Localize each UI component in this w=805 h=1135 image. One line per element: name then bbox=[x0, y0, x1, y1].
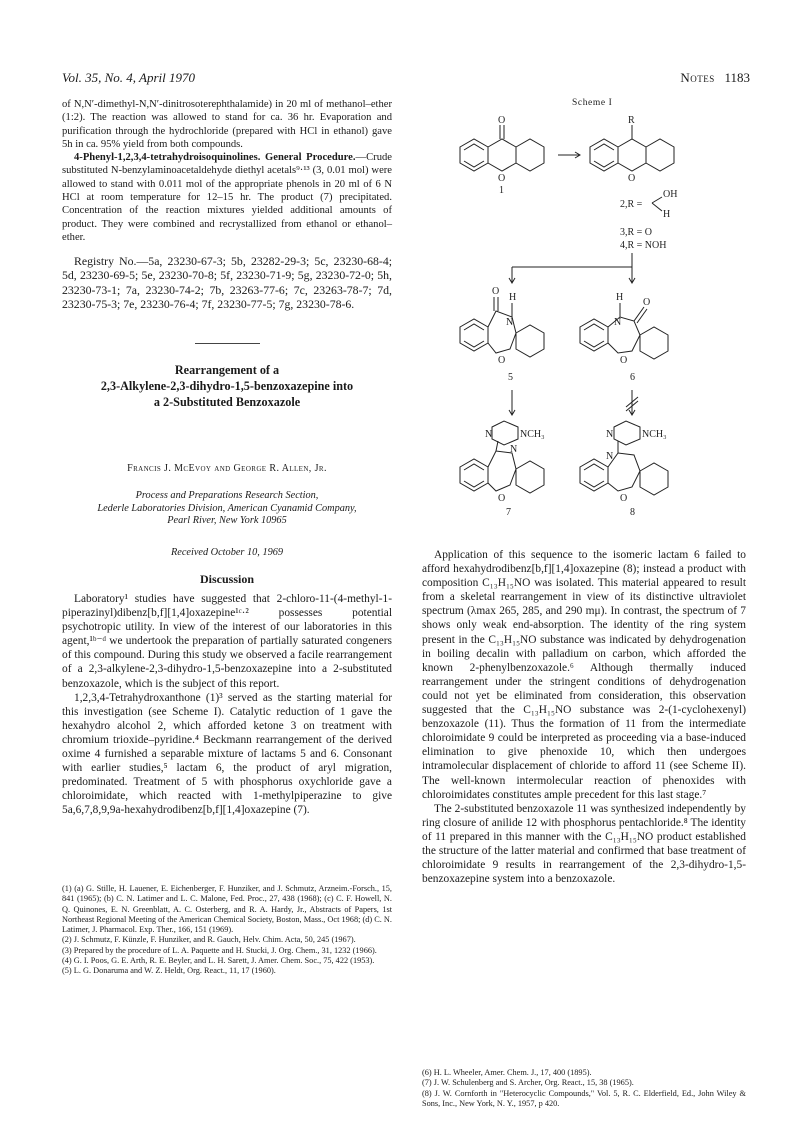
compound-label: 2,R = bbox=[620, 199, 643, 210]
atom-label: R bbox=[628, 115, 635, 126]
atom-label: O bbox=[498, 493, 506, 504]
substituent-label: H bbox=[663, 209, 671, 220]
body-paragraph: Application of this sequence to the isomeric lactam 6 failed to afford hexahydrodibenz[b,f][1,4]oxazepine (8); instead a product with composition C₁₃H₁₅NO was isolated. This material appeared to result from a skeletal rearrangement in view of its distinctive ultraviolet spectrum (λmax 265, 285, and 290 mμ). In contrast, the spectrum of 7 shows only weak end-absorption. The identity of the ring system present in the C₁₃H₁₅NO substance was indicated by dehydrogenation in boiling decalin with palladium on carbon, which afforded the known 2-phenylbenzoxazole.⁶ Although thermally induced rearrangement under the stringent conditions of dehydrogenation could not yet be eliminated from consideration, this observation suggested that the C₁₃H₁₅NO substance was 2-(1-cyclohexenyl) benzoxazole (11). Thus the formation of 11 from the intermediate chloroimidate 9 could be interpreted as proceeding via a base-induced elimination to give phenoxide 10, which then undergoes intramolecular displacement of chloride to afford 11 (see Scheme II). The well-known intermolecular reaction of phenoxides with chloroimidates constitutes ample precedent for this last stage.⁷ bbox=[422, 549, 746, 801]
footnote: (4) G. I. Poos, G. E. Arth, R. E. Beyler, and L. H. Sarett, J. Amer. Chem. Soc., 75, 422 (1953). bbox=[62, 956, 375, 966]
scheme-title: Scheme I bbox=[572, 98, 613, 108]
received-date: Received October 10, 1969 bbox=[170, 547, 284, 558]
footnotes-right bbox=[422, 1068, 746, 1109]
atom-label: O bbox=[498, 115, 506, 126]
discussion-right bbox=[422, 548, 746, 886]
compound-6-structure bbox=[580, 292, 668, 366]
title-line: 2,3-Alkylene-2,3-dihydro-1,5-benzoxazepine into bbox=[100, 379, 354, 393]
section-label: Notes bbox=[680, 70, 715, 85]
compound-label: 6 bbox=[630, 372, 635, 383]
atom-label: NCH₃ bbox=[520, 429, 545, 440]
compound-label: 7 bbox=[506, 507, 511, 518]
atom-label: N bbox=[510, 444, 518, 455]
authors: Francis J. McEvoy and George R. Allen, Jr. bbox=[127, 463, 327, 474]
compound-label: 4,R = NOH bbox=[620, 240, 667, 251]
compound-2-4-structure bbox=[590, 115, 674, 184]
compound-1-structure bbox=[460, 115, 544, 184]
footnote: (3) Prepared by the procedure of L. A. Paquette and H. Stucki, J. Org. Chem., 31, 1232 (1966). bbox=[62, 945, 377, 955]
discussion-left bbox=[62, 592, 392, 818]
atom-label: O bbox=[620, 355, 628, 366]
footnote: (6) H. L. Wheeler, Amer. Chem. J., 17, 400 (1895). bbox=[422, 1068, 592, 1077]
atom-label: O bbox=[492, 286, 500, 297]
experimental-paragraph: of N,N′-dimethyl-N,N′-dinitrosoterephthalamide) in 20 ml of methanol–ether (1:2). The reaction was allowed to stand for ca. 36 hr. Evaporation and purification through the hydrochloride (prepared with HCl in ethanol) gave 5h in ca. 95% yield from both compounds. bbox=[62, 99, 392, 150]
registry-numbers: Registry No.—5a, 23230-67-3; 5b, 23282-29-3; 5c, 23230-68-4; 5d, 23230-69-5; 5e, 23230-70-8; 5f, 23230-71-9; 5g, 23230-72-0; 5h, 23230-73-1; 7a, 23230-74-2; 7b, 23263-77-6; 7c, 23263-78-7; 7d, 23230-75-3; 7e, 23230-76-4; 7f, 23230-77-5; 7g, 23230-78-6. bbox=[62, 254, 392, 311]
atom-label: O bbox=[498, 355, 506, 366]
procedure-body: —Crude substituted N-benzylaminoacetaldehyde diethyl acetals⁹·¹³ (3, 0.01 mol) were allowed to stand with 0.011 mol of the appropriate phenols in 20 ml of 6 N HCl at room temperature for 12–15 hr. The product (7) precipitated. Concentration of the reaction mixtures yielded additional amounts of product. They were combined and recrystallized from ethanol or ethanol–ether. bbox=[62, 152, 392, 243]
compound-7-structure bbox=[460, 421, 545, 504]
substituent-label: OH bbox=[663, 189, 678, 200]
affiliation bbox=[62, 490, 392, 528]
atom-label: O bbox=[498, 173, 506, 184]
atom-label: N bbox=[606, 451, 614, 462]
body-paragraph: 1,2,3,4-Tetrahydroxanthone (1)³ served as the starting material for this investigation (see Scheme I). Catalytic reduction of 1 gave the hexahydro alcohol 2, which afforded ketone 3 on treatment with chromium trioxide–pyridine.⁴ Beckmann rearrangement of the derived oxime 4 furnished a separable mixture of lactams 5 and 6. Consonant with earlier studies,⁵ lactam 6, the product of aryl migration, predominated. Treatment of 5 with phosphorus oxychloride gave a chloroimidate, which reacted with 1-methylpiperazine to give 5a,6,7,8,9,9a-hexahydrodibenz[b,f][1,4]oxazepine (7). bbox=[62, 691, 392, 817]
procedure-heading: 4-Phenyl-1,2,3,4-tetrahydroisoquinolines. General Procedure. bbox=[74, 152, 356, 164]
title-line: a 2-Substituted Benzoxazole bbox=[153, 395, 301, 409]
compound-label: 3,R = O bbox=[620, 227, 653, 238]
atom-label: NCH₃ bbox=[642, 429, 667, 440]
body-paragraph: The 2-substituted benzoxazole 11 was synthesized independently by ring closure of anilide 12 with phosphorus pentachloride.⁸ The identity of 11 prepared in this manner with the C₁₃H₁₅NO product established the structure of the latter material and confirmed that base treatment of chloroimidate 9 results in rearrangement of the 2,3-dihydro-1,5-benzoxazepine system into a benzoxazole. bbox=[422, 802, 746, 886]
affiliation-line: Pearl River, New York 10965 bbox=[167, 515, 287, 526]
compound-8-structure bbox=[580, 421, 668, 504]
footnote: (7) J. W. Schulenberg and S. Archer, Org. React., 15, 38 (1965). bbox=[422, 1078, 634, 1088]
section-divider bbox=[195, 343, 260, 344]
footnote: (2) J. Schmutz, F. Künzle, F. Hunziker, and R. Gauch, Helv. Chim. Acta, 50, 245 (1967). bbox=[62, 935, 356, 945]
atom-label: H bbox=[616, 292, 624, 303]
atom-label: O bbox=[620, 493, 628, 504]
compound-label: 5 bbox=[508, 372, 513, 383]
footnote: (1) (a) G. Stille, H. Lauener, E. Eichenberger, F. Hunziker, and J. Schmutz, Arzneim.-Forsch., 15, 841 (1965); (b) C. N. Latimer and L. C. Malone, Fed. Proc., 27, 438 (1968); (c) C. F. Howell, N. Q. Quinones, E. N. Greenblatt, A. C. Osterberg, and R. A. Hardy, Jr., Abstracts of Papers, 1st Northeast Regional Meeting of the American Chemical Society, Boston, Mass., Oct 1968; (d) C. N. Latimer, J. Pharmacol. Exp. Ther., 166, 151 (1969). bbox=[62, 884, 392, 935]
atom-label: H bbox=[509, 292, 517, 303]
article-title bbox=[62, 362, 392, 410]
atom-label: N bbox=[614, 317, 622, 328]
atom-label: N bbox=[606, 429, 614, 440]
page-number: 1183 bbox=[724, 70, 750, 85]
atom-label: N bbox=[506, 317, 514, 328]
compound-5-structure bbox=[460, 286, 544, 366]
running-head bbox=[680, 70, 750, 86]
compound-label: 8 bbox=[630, 507, 635, 518]
footnote: (5) L. G. Donaruma and W. Z. Heldt, Org. React., 11, 17 (1960). bbox=[62, 966, 276, 976]
title-line: Rearrangement of a bbox=[174, 363, 280, 377]
body-paragraph: Laboratory¹ studies have suggested that 2-chloro-11-(4-methyl-1-piperazinyl)dibenz[b,f][1,4]oxazepine¹ᶜ·² possesses potential psychotropic utility. In view of the interest of our laboratories in this agent,¹ᵇ⁻ᵈ we undertook the preparation of partially saturated congeners of this compound. During this study we observed a facile rearrangement of a 2,3-alkylene-2,3-dihydro-1,5-benzoxazepine into a 2-substituted benzoxazole, which is the subject of this report. bbox=[62, 593, 392, 690]
experimental-continuation bbox=[62, 98, 392, 311]
affiliation-line: Process and Preparations Research Section, bbox=[135, 490, 319, 501]
journal-issue: Vol. 35, No. 4, April 1970 bbox=[62, 70, 196, 85]
discussion-heading: Discussion bbox=[199, 572, 255, 586]
general-procedure bbox=[62, 151, 392, 244]
atom-label: O bbox=[628, 173, 636, 184]
affiliation-line: Lederle Laboratories Division, American Cyanamid Company, bbox=[97, 502, 357, 514]
scheme-figure bbox=[430, 95, 760, 535]
footnotes-left bbox=[62, 884, 392, 977]
atom-label: O bbox=[643, 297, 651, 308]
atom-label: N bbox=[485, 429, 493, 440]
footnote: (8) J. W. Cornforth in "Heterocyclic Compounds," Vol. 5, R. C. Elderfield, Ed., John Wiley & Sons, Inc., New York, N. Y., 1957, p 420. bbox=[422, 1088, 746, 1108]
compound-label: 1 bbox=[499, 185, 504, 196]
